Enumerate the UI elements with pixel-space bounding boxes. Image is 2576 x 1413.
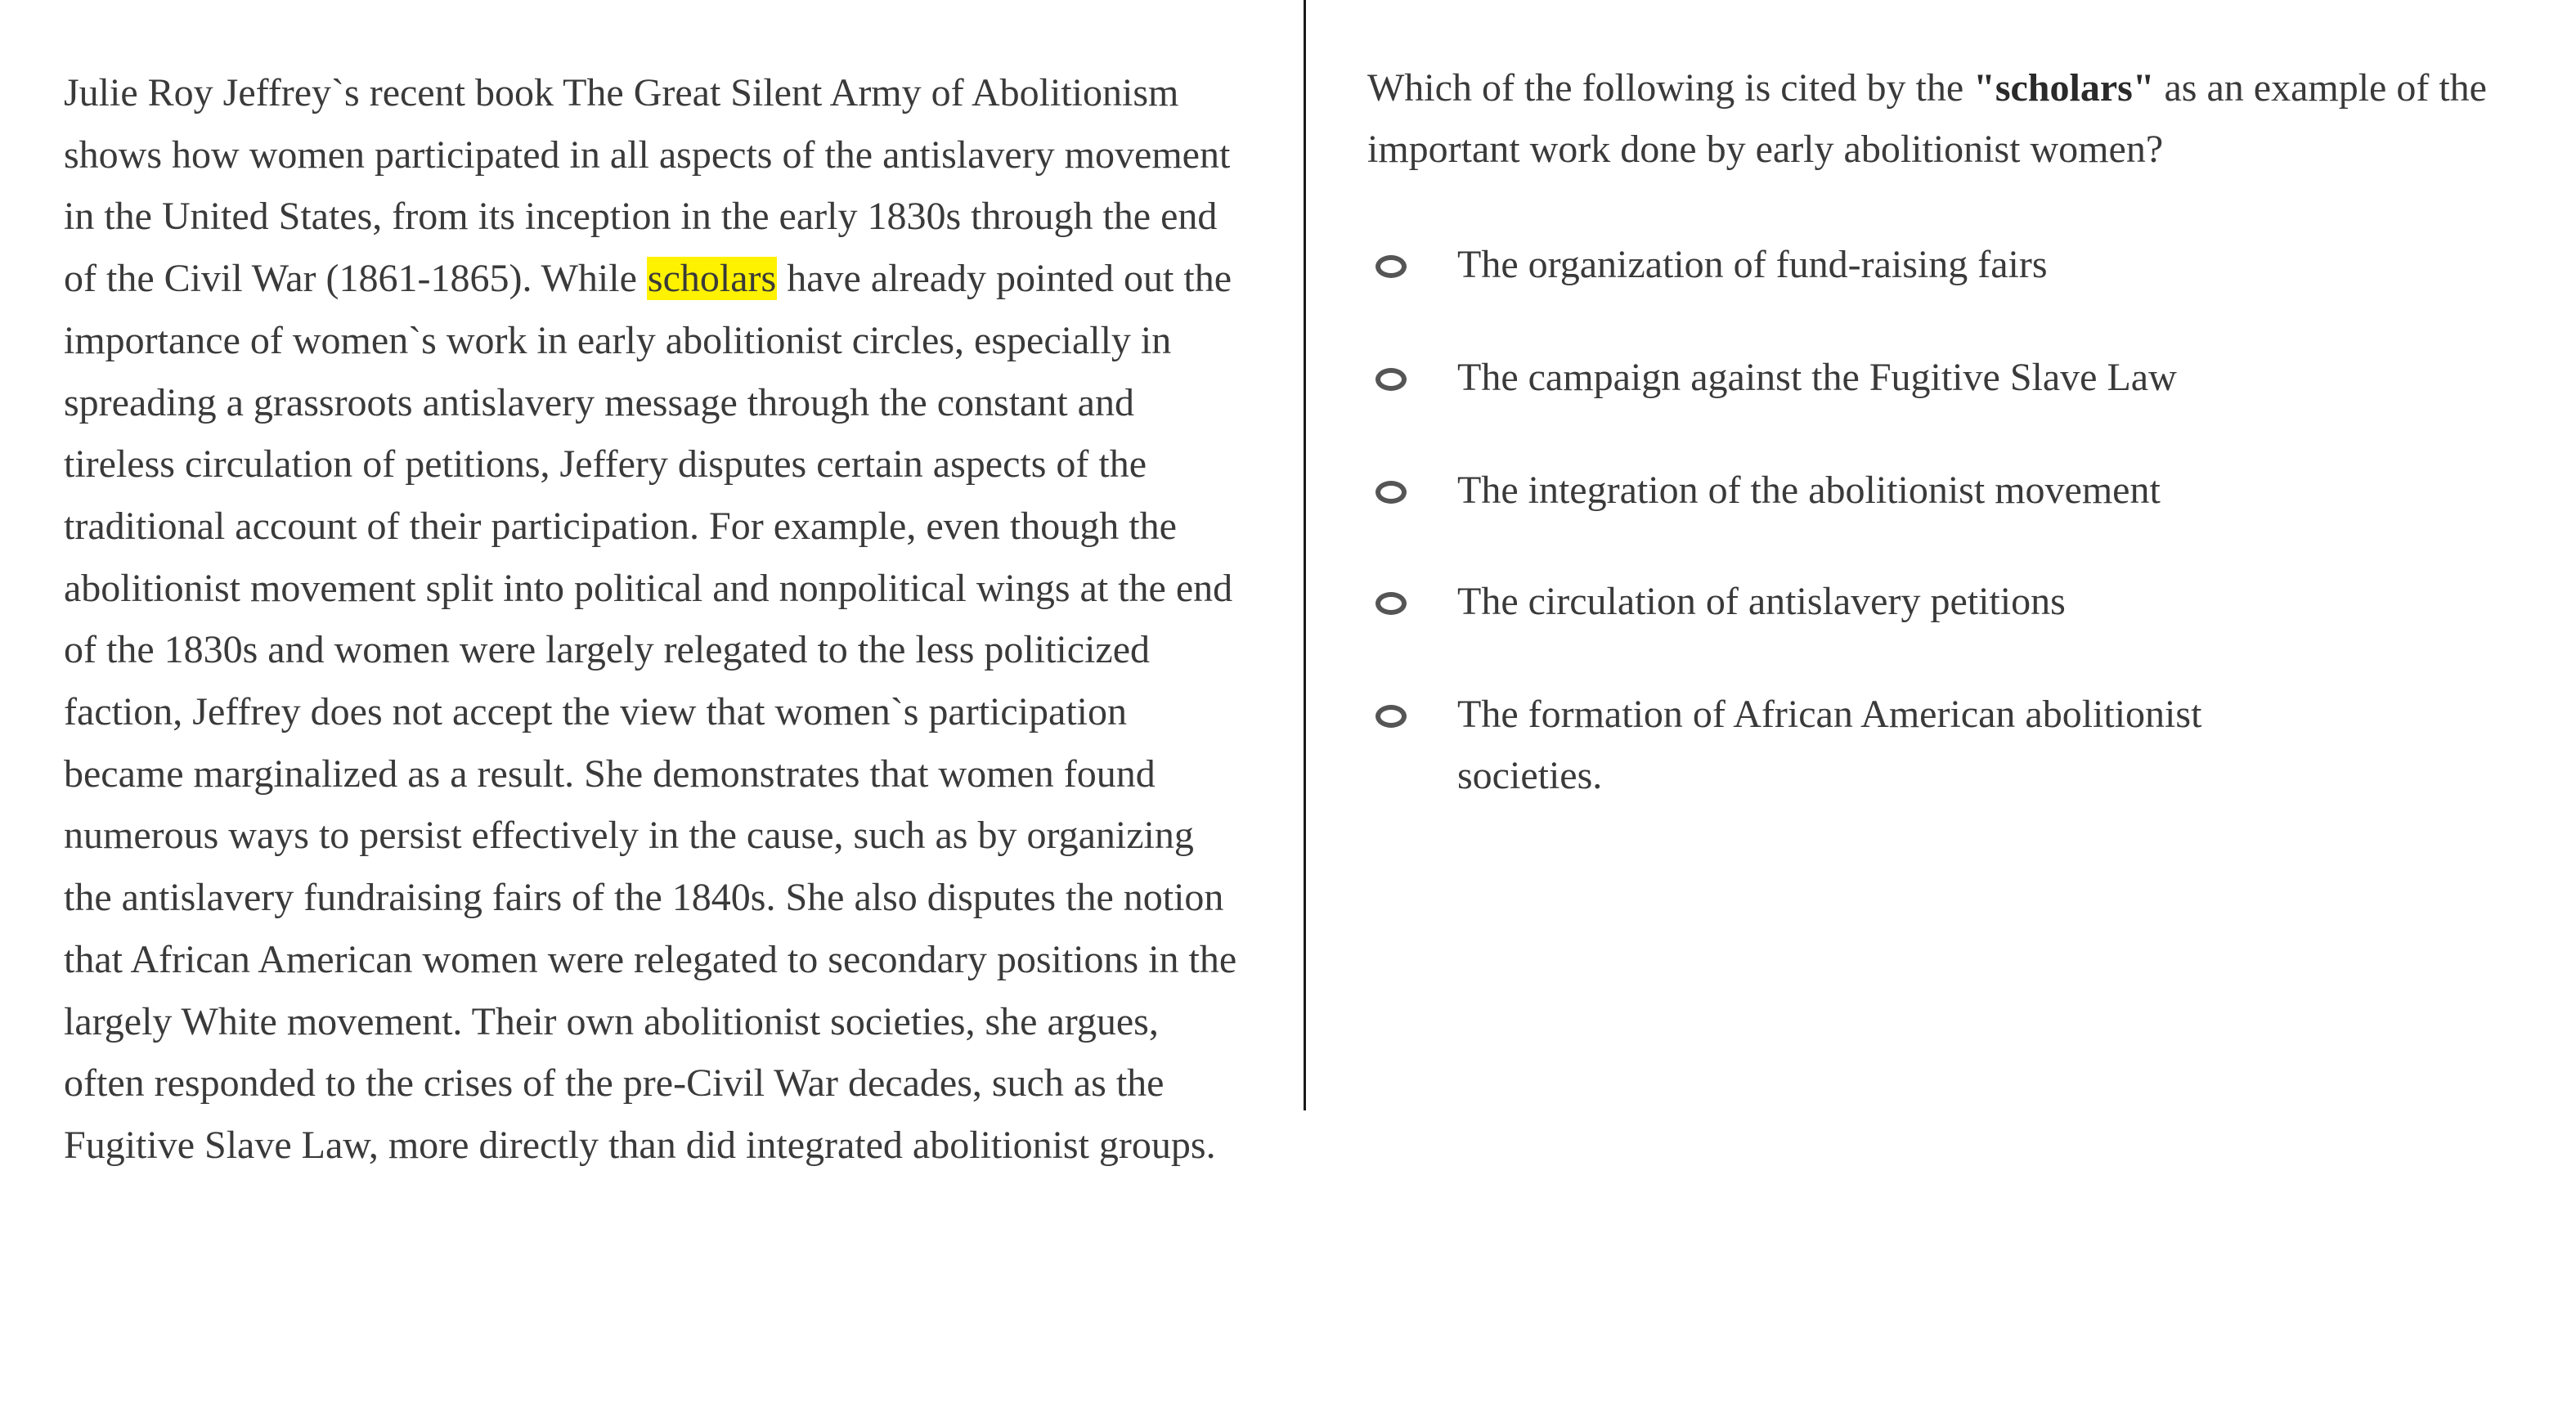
radio-button-icon[interactable] [1376,481,1407,504]
answer-option-c[interactable] [1367,460,2529,521]
passage-text-end: have already pointed out the importance of women`s work in early abolitionist circles, especially in spreading a grassroots antislavery message through the constant and tireless circulation of petitions, Jeffery disputes certain aspects of the traditional account of their participation. For example, even though the abolitionist movement split into political and nonpolitical wings at the end of the 1830s and women were largely relegated to the less politicized faction, Jeffrey does not accept the view that women`s participation became marginalized as a result. She demonstrates that women found numerous ways to persist effectively in the cause, such as by organizing the antislavery fundraising fairs of the 1840s. She also disputes the notion that African American women were relegated to secondary positions in the largely White movement. Their own abolitionist societies, she argues, often responded to the crises of the pre-Civil War decades, such as the Fugitive Slave Law, more directly than did integrated abolitionist groups. [64,257,1237,1167]
radio-button-icon[interactable] [1376,592,1407,615]
answer-option-label[interactable]: The integration of the abolitionist movement [1457,469,2161,512]
question-bold-term: "scholars" [1973,66,2155,110]
answer-option-label[interactable]: The circulation of antislavery petitions [1457,580,2066,623]
passage-text [64,62,1241,1177]
answer-option-d[interactable] [1367,571,2529,632]
radio-button-icon[interactable] [1376,705,1407,728]
answer-option-a[interactable] [1367,234,2529,295]
answer-option-label[interactable]: The organization of fund-raising fairs [1457,243,2048,286]
answer-option-label[interactable]: The campaign against the Fugitive Slave Law [1457,356,2177,399]
passage-panel [64,62,1241,1177]
panel-divider [1304,0,1306,1110]
answer-option-b[interactable] [1367,347,2529,408]
question-text [1367,57,2529,180]
question-panel [1367,57,2529,180]
passage-text-start: Julie Roy Jeffrey`s recent book The Great Silent Army of Abolitionism shows how women participated in all aspects of the antislavery movement in the United States, from its inception in the early 1830s through the end of the Civil War (1861-1865). While [64,71,1231,301]
question-suffix: as an example of the important work done by early abolitionist women? [1367,66,2487,171]
answer-option-e[interactable] [1367,684,2529,806]
radio-button-icon[interactable] [1376,368,1407,391]
radio-button-icon[interactable] [1376,255,1407,278]
answer-option-label[interactable]: The formation of African American abolitionist societies. [1457,693,2202,797]
highlighted-term: scholars [647,257,777,301]
question-prefix: Which of the following is cited by the [1367,66,1974,110]
